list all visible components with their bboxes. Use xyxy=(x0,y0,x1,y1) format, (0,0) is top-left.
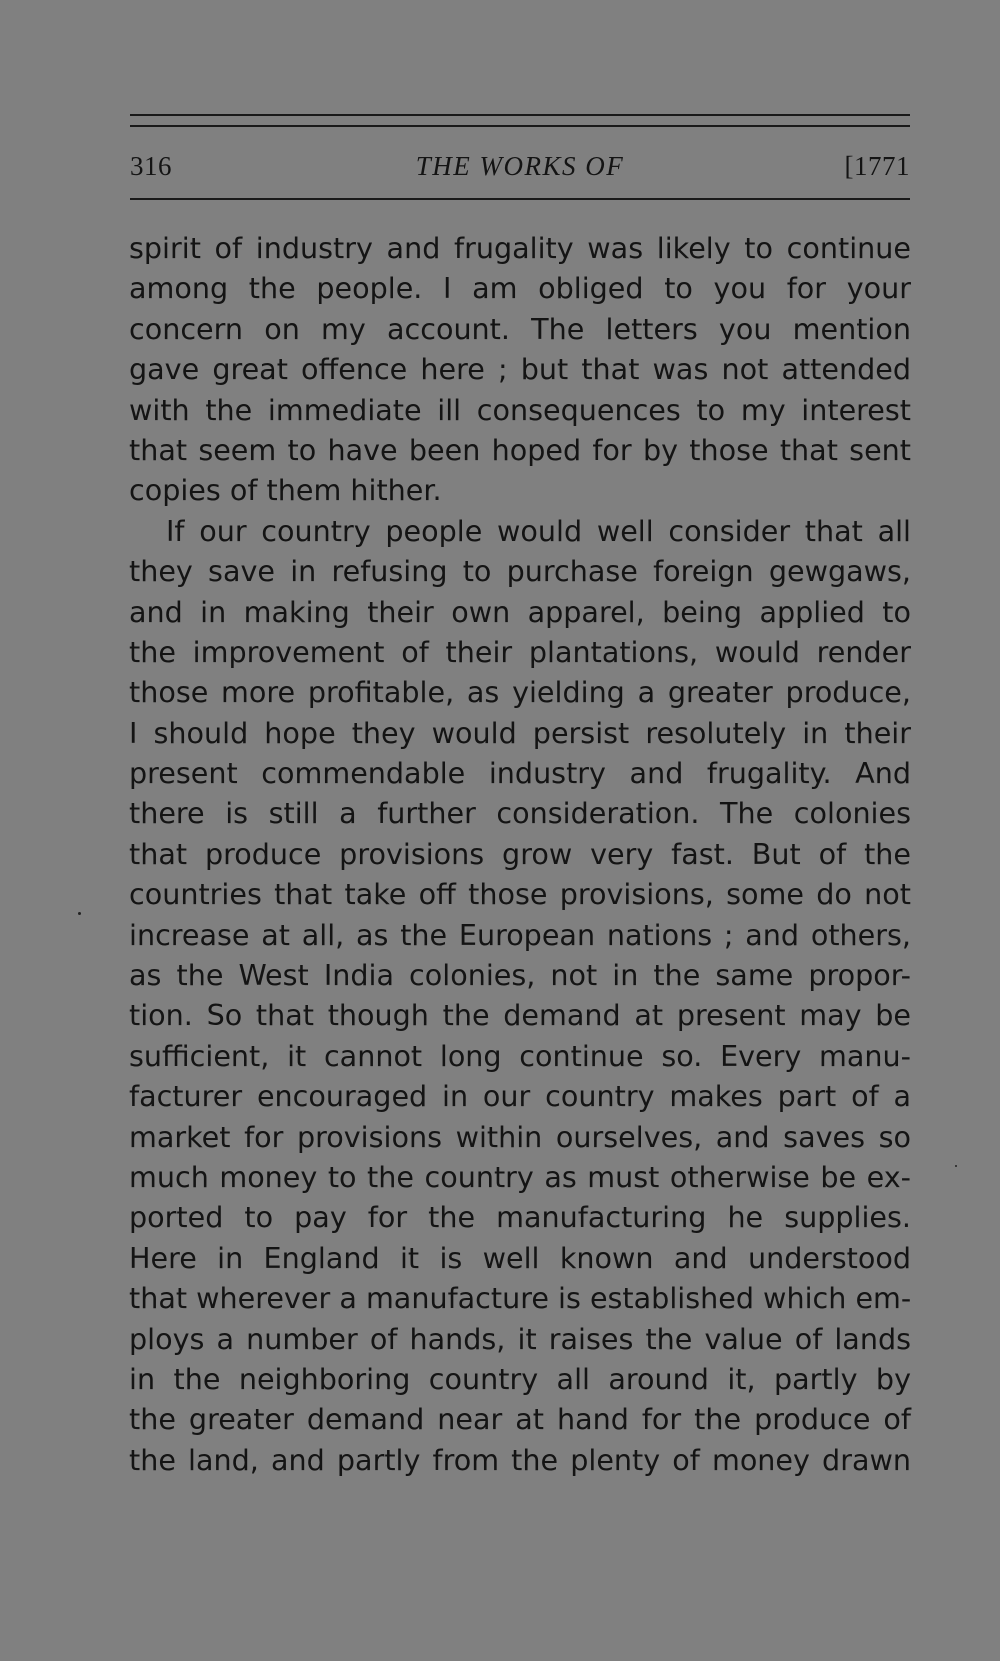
paragraph xyxy=(129,228,911,511)
text-line: Here in England it is well known and understood xyxy=(129,1240,911,1275)
text-line: countries that take off those provisions, some do not xyxy=(129,877,911,912)
text-line: present commendable industry and frugality. And xyxy=(129,756,911,791)
text-line: increase at all, as the European nations ; and others, xyxy=(129,917,911,952)
text-line: that wherever a manufacture is established which em- xyxy=(129,1281,912,1316)
running-year: [1771 xyxy=(844,151,910,181)
header-bottom-rule xyxy=(130,198,910,200)
text-line: spirit of industry and frugality was likely to continue xyxy=(129,231,911,265)
paragraph xyxy=(129,511,911,1480)
page-number: 316 xyxy=(130,151,172,181)
text-line: as the West India colonies, not in the same propor- xyxy=(129,958,911,993)
text-line: with the immediate ill consequences to my interest xyxy=(129,392,911,427)
text-line: ported to pay for the manufacturing he supplies. xyxy=(129,1200,911,1235)
print-speck-mark xyxy=(955,1165,957,1167)
text-line: in the neighboring country all around it, partly by xyxy=(129,1361,911,1396)
text-line: and in making their own apparel, being applied to xyxy=(129,594,911,629)
text-line: copies of them hither. xyxy=(129,473,442,508)
print-speck-mark xyxy=(78,912,81,915)
text-line: facturer encouraged in our country makes part of a xyxy=(129,1079,911,1114)
header-second-rule xyxy=(130,125,910,127)
text-line: If our country people would well consider that all xyxy=(166,513,911,548)
text-line: tion. So that though the demand at present may be xyxy=(129,998,911,1033)
text-line: that seem to have been hoped for by those that sent xyxy=(129,432,911,467)
running-head xyxy=(130,146,910,186)
text-line: sufficient, it cannot long continue so. Every manu- xyxy=(129,1038,911,1073)
running-title: THE WORKS OF xyxy=(415,151,625,181)
text-line: they save in refusing to purchase foreign gewgaws, xyxy=(129,554,911,589)
text-line: ploys a number of hands, it raises the value of lands xyxy=(129,1321,911,1356)
body-text xyxy=(129,228,911,1480)
text-line: that produce provisions grow very fast. But of the xyxy=(129,836,911,871)
text-line: I should hope they would persist resolutely in their xyxy=(129,715,911,750)
text-line: market for provisions within ourselves, and saves so xyxy=(129,1119,911,1154)
header-top-rule xyxy=(130,114,910,116)
text-line: gave great offence here ; but that was not attended xyxy=(129,352,911,387)
text-line: the greater demand near at hand for the produce of xyxy=(129,1402,911,1437)
text-line: there is still a further consideration. The colonies xyxy=(129,796,911,831)
text-line: concern on my account. The letters you mention xyxy=(129,311,911,346)
text-line: the land, and partly from the plenty of money drawn xyxy=(129,1442,911,1477)
text-line: those more profitable, as yielding a greater produce, xyxy=(129,675,911,710)
text-line: among the people. I am obliged to you for your xyxy=(129,271,911,306)
text-line: the improvement of their plantations, would render xyxy=(129,634,911,669)
text-line: much money to the country as must otherwise be ex- xyxy=(129,1159,911,1194)
